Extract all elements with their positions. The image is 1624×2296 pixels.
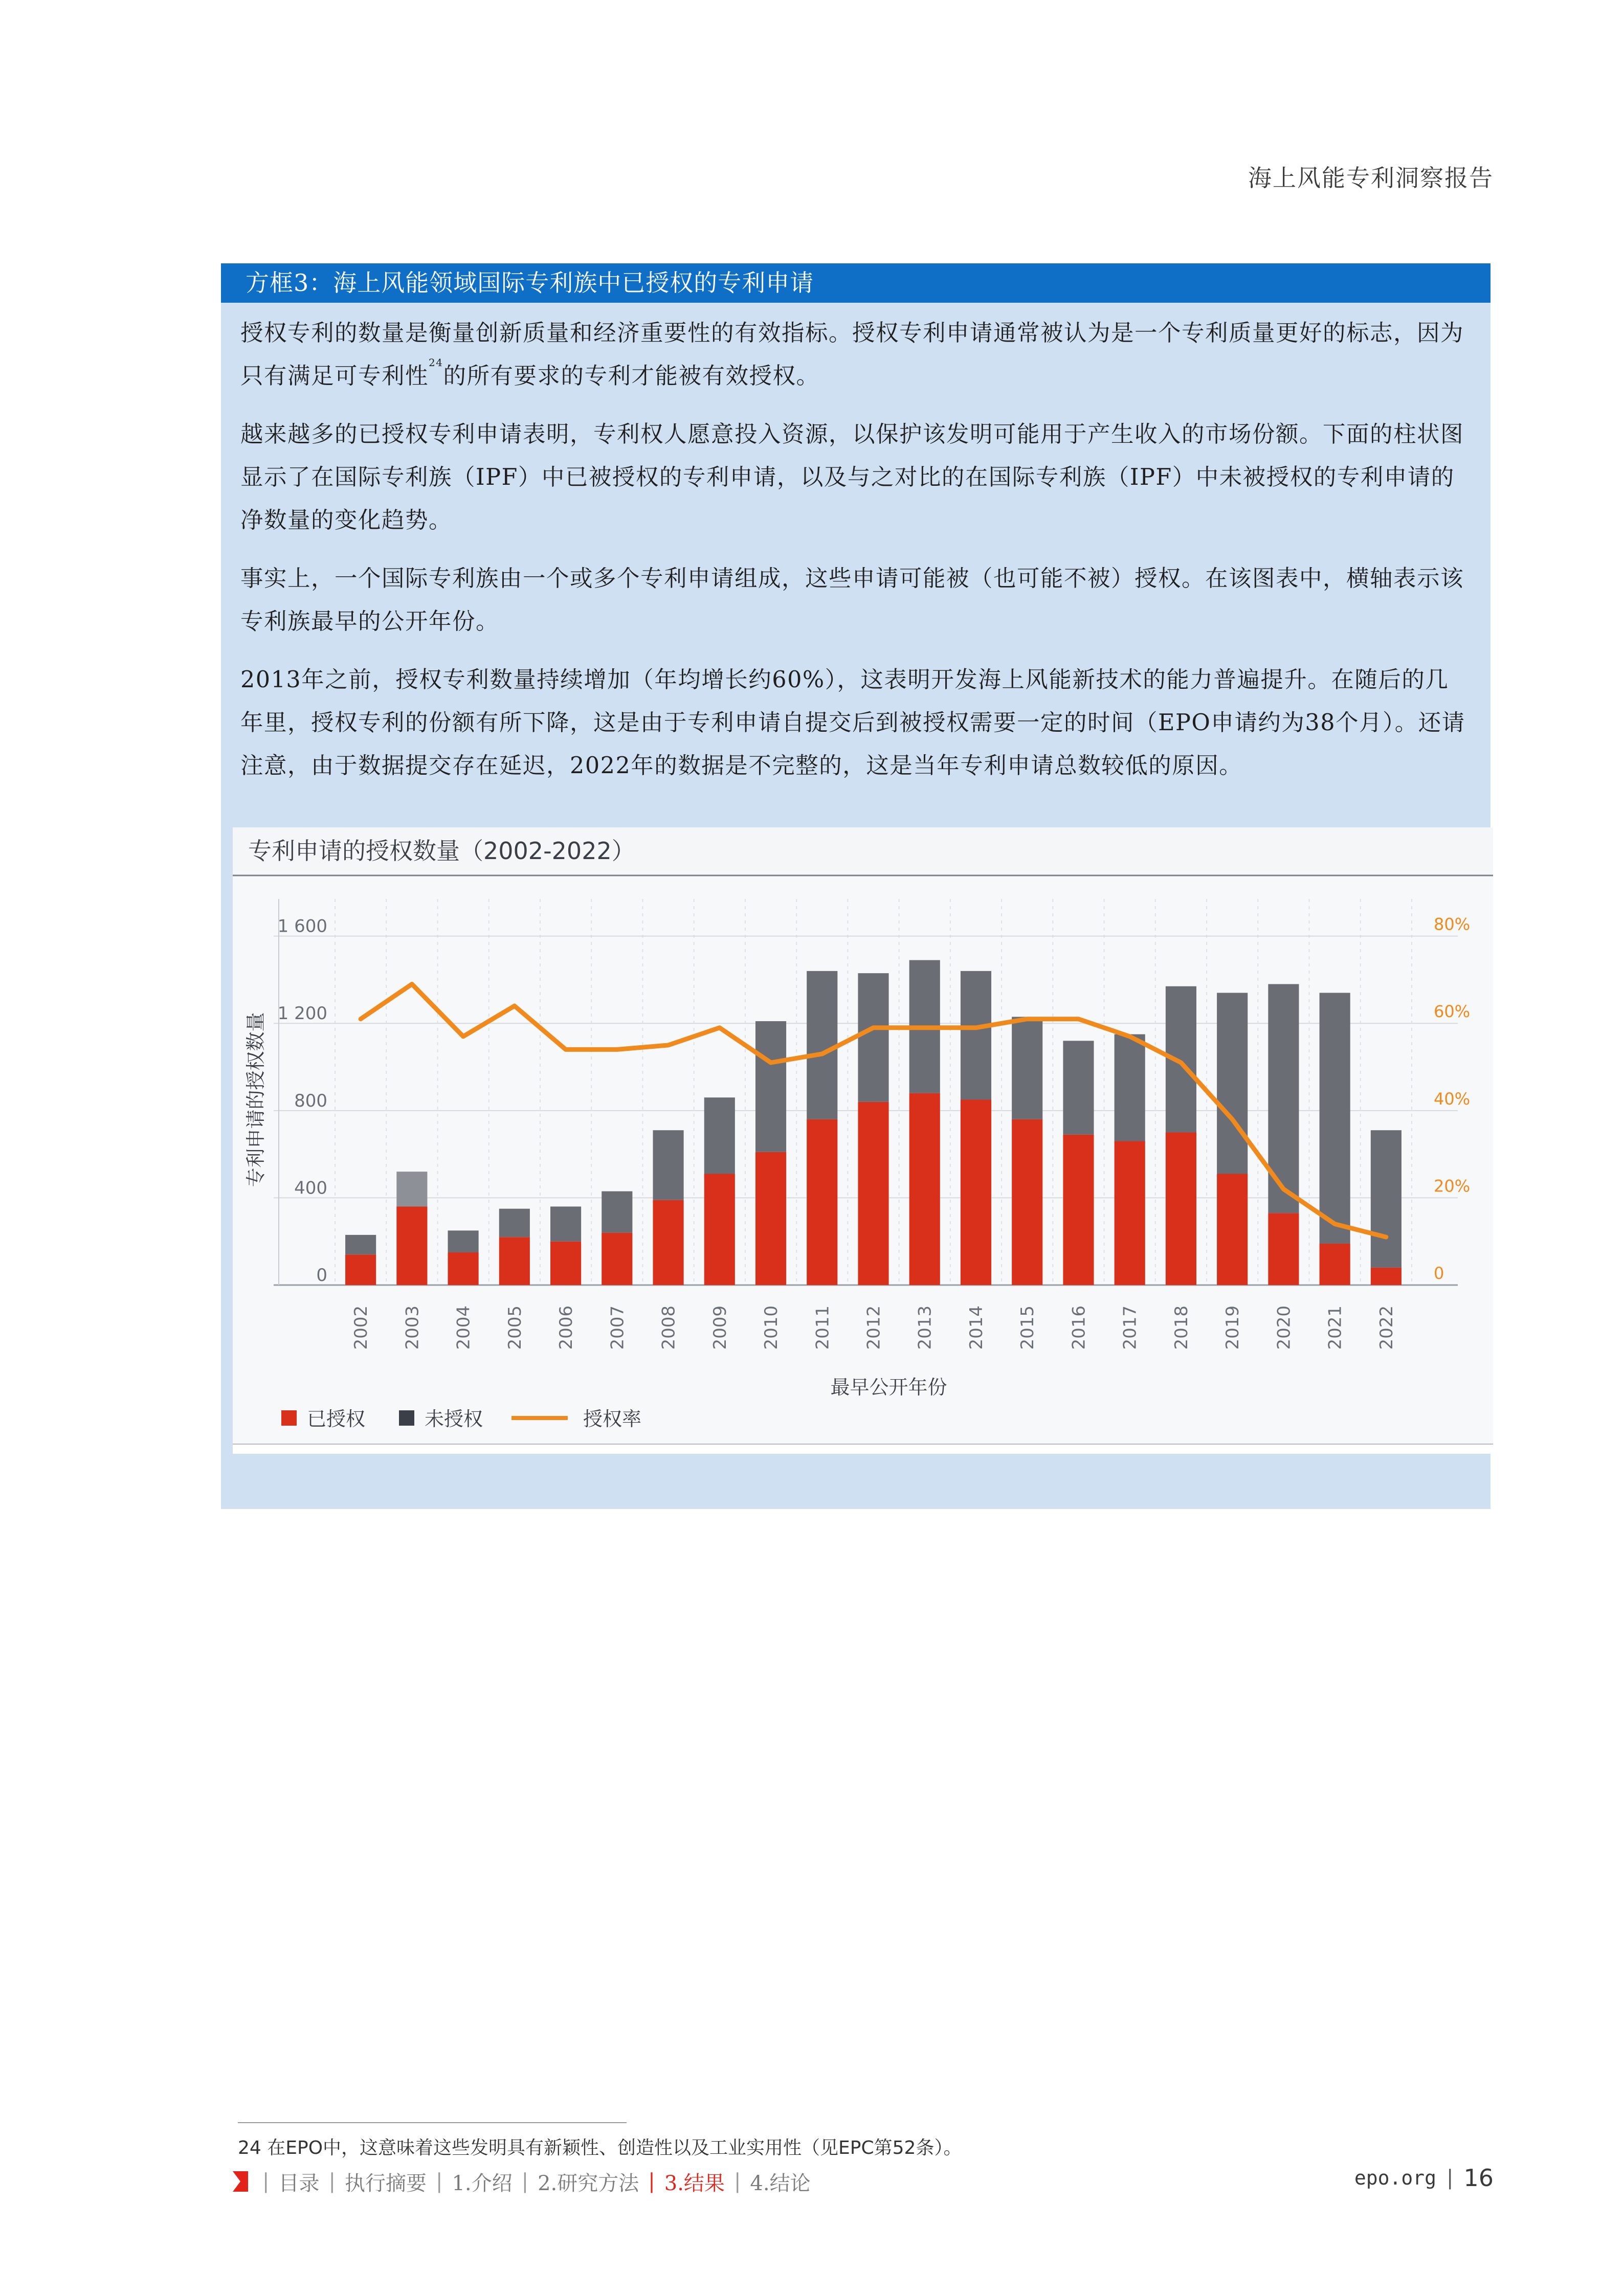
nav-separator: | bbox=[521, 2170, 529, 2193]
y-tick-label: 0 bbox=[316, 1265, 327, 1286]
bar-not-granted-2019 bbox=[1217, 993, 1248, 1174]
bar-granted-2014 bbox=[961, 1100, 991, 1286]
x-tick-label: 2016 bbox=[1069, 1305, 1089, 1350]
x-tick-label: 2020 bbox=[1274, 1305, 1295, 1350]
footnote bbox=[238, 2133, 962, 2159]
nav-separator: | bbox=[733, 2170, 741, 2193]
bar-granted-2008 bbox=[653, 1200, 683, 1285]
bar-granted-2005 bbox=[499, 1237, 530, 1285]
bar-granted-2016 bbox=[1063, 1135, 1094, 1285]
x-tick-label: 2007 bbox=[607, 1305, 628, 1350]
grant-rate-point-2014 bbox=[974, 1026, 977, 1029]
box-paragraph-1 bbox=[240, 312, 1468, 398]
y2-tick-label: 40% bbox=[1434, 1089, 1471, 1109]
bar-granted-2022 bbox=[1371, 1268, 1401, 1285]
bar-granted-2007 bbox=[602, 1233, 632, 1285]
x-tick-label: 2021 bbox=[1325, 1305, 1346, 1350]
footer-separator: | bbox=[1446, 2166, 1454, 2190]
x-tick-label: 2019 bbox=[1222, 1305, 1243, 1350]
nav-item-summary[interactable]: 执行摘要 bbox=[344, 2171, 427, 2195]
x-tick-label: 2012 bbox=[863, 1305, 884, 1350]
page-footer bbox=[1354, 2164, 1494, 2192]
paragraph-text: 授权专利的数量是衡量创新质量和经济重要性的有效指标。授权专利申请通常被认为是一个专利质量更好的标志，因为只有满足可专利性 bbox=[240, 320, 1464, 389]
bar-granted-2009 bbox=[704, 1174, 735, 1286]
grant-rate-point-2009 bbox=[718, 1026, 721, 1029]
chart-card bbox=[233, 827, 1493, 1454]
grant-rate-point-2011 bbox=[820, 1052, 824, 1055]
bar-granted-2012 bbox=[858, 1102, 888, 1285]
box-title: 方框3：海上风能领域国际专利族中已授权的专利申请 bbox=[221, 263, 1490, 303]
bar-granted-2013 bbox=[909, 1093, 940, 1285]
grant-rate-point-2003 bbox=[410, 982, 413, 985]
x-tick-label: 2018 bbox=[1171, 1305, 1192, 1350]
bar-not-granted-2010 bbox=[755, 1021, 786, 1152]
grant-rate-point-2015 bbox=[1026, 1018, 1029, 1021]
bar-not-granted-2022 bbox=[1371, 1130, 1401, 1268]
y2-tick-label: 80% bbox=[1434, 914, 1471, 934]
x-tick-label: 2004 bbox=[453, 1305, 474, 1350]
grant-rate-point-2018 bbox=[1180, 1061, 1183, 1064]
y-tick-label: 1 600 bbox=[277, 916, 327, 937]
paragraph-text: 的所有要求的专利才能被有效授权。 bbox=[443, 363, 820, 389]
nav-item-conclusion[interactable]: 4.结论 bbox=[750, 2171, 811, 2195]
bar-granted-2019 bbox=[1217, 1174, 1248, 1286]
grant-rate-point-2010 bbox=[769, 1061, 772, 1064]
bar-granted-2004 bbox=[448, 1252, 479, 1285]
grant-rate-point-2007 bbox=[615, 1048, 618, 1051]
x-tick-label: 2022 bbox=[1376, 1305, 1397, 1350]
legend-label: 未授权 bbox=[425, 1408, 483, 1430]
box-paragraph-2: 越来越多的已授权专利申请表明，专利权人愿意投入资源，以保护该发明可能用于产生收入的市场份额。下面的柱状图显示了在国际专利族（IPF）中已被授权的专利申请，以及与之对比的在国际专利族（IPF）中未被授权的专利申请的净数量的变化趋势。 bbox=[240, 421, 1464, 533]
bar-not-granted-2005 bbox=[499, 1209, 530, 1237]
nav-separator: | bbox=[435, 2170, 443, 2193]
bar-not-granted-2007 bbox=[602, 1191, 632, 1233]
bar-granted-2010 bbox=[755, 1152, 786, 1285]
nav-item-introduction[interactable]: 1.介绍 bbox=[452, 2171, 513, 2195]
x-tick-label: 2005 bbox=[504, 1305, 525, 1350]
bar-granted-2021 bbox=[1320, 1244, 1350, 1285]
legend-label: 授权率 bbox=[583, 1408, 642, 1430]
bar-not-granted-2009 bbox=[704, 1097, 735, 1174]
footnote-text: 在EPO中，这意味着这些发明具有新颖性、创造性以及工业实用性（见EPC第52条）。 bbox=[267, 2137, 962, 2158]
x-tick-label: 2017 bbox=[1120, 1305, 1141, 1350]
bar-granted-2006 bbox=[550, 1242, 581, 1285]
bar-not-granted-2004 bbox=[448, 1230, 479, 1252]
legend-swatch bbox=[281, 1410, 297, 1426]
footnote-ref[interactable]: 24 bbox=[429, 356, 443, 369]
footnote-number: 24 bbox=[238, 2137, 261, 2158]
grant-rate-point-2019 bbox=[1231, 1118, 1234, 1121]
grant-rate-point-2020 bbox=[1282, 1187, 1285, 1190]
grant-rate-point-2008 bbox=[667, 1044, 670, 1047]
y2-tick-label: 0 bbox=[1434, 1264, 1444, 1283]
bar-not-granted-2017 bbox=[1115, 1034, 1145, 1141]
bar-granted-2011 bbox=[807, 1119, 837, 1285]
x-tick-label: 2015 bbox=[1017, 1305, 1038, 1350]
grant-rate-point-2022 bbox=[1385, 1235, 1388, 1239]
grant-rate-point-2021 bbox=[1333, 1223, 1337, 1226]
nav-item-methodology[interactable]: 2.研究方法 bbox=[538, 2171, 639, 2195]
grant-rate-point-2012 bbox=[872, 1026, 875, 1029]
bar-granted-2018 bbox=[1166, 1132, 1196, 1285]
x-tick-label: 2003 bbox=[402, 1305, 423, 1350]
footnote-rule bbox=[238, 2122, 627, 2123]
x-tick-label: 2013 bbox=[915, 1305, 936, 1350]
y2-tick-label: 20% bbox=[1434, 1176, 1471, 1196]
x-tick-label: 2009 bbox=[709, 1305, 730, 1350]
bar-not-granted-2021 bbox=[1320, 993, 1350, 1244]
legend-label: 已授权 bbox=[307, 1408, 366, 1430]
footer-nav bbox=[233, 2167, 811, 2196]
chart-svg bbox=[233, 827, 1493, 1454]
y2-tick-label: 60% bbox=[1434, 1002, 1471, 1022]
running-title: 海上风能专利洞察报告 bbox=[1248, 164, 1494, 192]
y-tick-label: 1 200 bbox=[277, 1003, 327, 1024]
site-link[interactable]: epo.org bbox=[1354, 2167, 1436, 2189]
y-axis-label: 专利申请的授权数量 bbox=[244, 1012, 267, 1187]
x-tick-label: 2011 bbox=[812, 1305, 833, 1350]
nav-separator: | bbox=[648, 2170, 655, 2193]
nav-separator: | bbox=[328, 2170, 336, 2193]
bar-not-granted-2014 bbox=[961, 971, 991, 1100]
page-number: 16 bbox=[1463, 2164, 1494, 2192]
legend-swatch bbox=[399, 1410, 414, 1426]
nav-item-results[interactable]: 3.结果 bbox=[664, 2171, 725, 2195]
bar-granted-2020 bbox=[1268, 1213, 1299, 1285]
bar-not-granted-2020 bbox=[1268, 984, 1299, 1213]
nav-separator: | bbox=[262, 2170, 270, 2193]
bar-not-granted-2003 bbox=[396, 1172, 427, 1206]
bar-not-granted-2016 bbox=[1063, 1041, 1094, 1134]
grant-rate-point-2004 bbox=[462, 1035, 465, 1038]
bar-not-granted-2006 bbox=[550, 1206, 581, 1241]
x-axis-label: 最早公开年份 bbox=[830, 1376, 947, 1399]
back-arrow-icon[interactable] bbox=[233, 2171, 248, 2192]
grant-rate-point-2013 bbox=[923, 1026, 926, 1029]
chart-title: 专利申请的授权数量（2002-2022） bbox=[248, 837, 635, 865]
grant-rate-point-2017 bbox=[1128, 1035, 1131, 1038]
x-tick-label: 2014 bbox=[966, 1305, 987, 1350]
bar-not-granted-2008 bbox=[653, 1130, 683, 1200]
bar-not-granted-2002 bbox=[345, 1235, 376, 1254]
y-tick-label: 800 bbox=[294, 1090, 327, 1111]
x-tick-label: 2008 bbox=[658, 1305, 679, 1350]
y-tick-label: 400 bbox=[294, 1178, 327, 1199]
grant-rate-point-2005 bbox=[513, 1004, 516, 1007]
x-tick-label: 2002 bbox=[351, 1305, 372, 1350]
bar-not-granted-2012 bbox=[858, 973, 888, 1102]
box-body bbox=[240, 312, 1468, 803]
bar-not-granted-2015 bbox=[1012, 1017, 1042, 1119]
legend bbox=[281, 1408, 641, 1430]
bar-granted-2015 bbox=[1012, 1119, 1042, 1285]
nav-item-contents[interactable]: 目录 bbox=[278, 2171, 320, 2195]
grant-rate-point-2002 bbox=[359, 1018, 362, 1021]
grant-rate-point-2016 bbox=[1077, 1018, 1080, 1021]
x-tick-label: 2006 bbox=[556, 1305, 577, 1350]
bar-granted-2017 bbox=[1115, 1141, 1145, 1285]
x-tick-label: 2010 bbox=[761, 1305, 782, 1350]
bar-not-granted-2011 bbox=[807, 971, 837, 1119]
box-paragraph-3: 事实上，一个国际专利族由一个或多个专利申请组成，这些申请可能被（也可能不被）授权。在该图表中，横轴表示该专利族最早的公开年份。 bbox=[240, 566, 1464, 635]
grant-rate-point-2006 bbox=[564, 1048, 567, 1051]
bar-granted-2002 bbox=[345, 1254, 376, 1285]
box-paragraph-4: 2013年之前，授权专利数量持续增加（年均增长约60%），这表明开发海上风能新技术的能力普遍提升。在随后的几年里，授权专利的份额有所下降，这是由于专利申请自提交后到被授权需要一定的时间（EPO申请约为38个月）。还请注意，由于数据提交存在延迟，2022年的数据是不完整的，这是当年专利申请总数较低的原因。 bbox=[240, 667, 1465, 779]
bar-granted-2003 bbox=[396, 1206, 427, 1285]
